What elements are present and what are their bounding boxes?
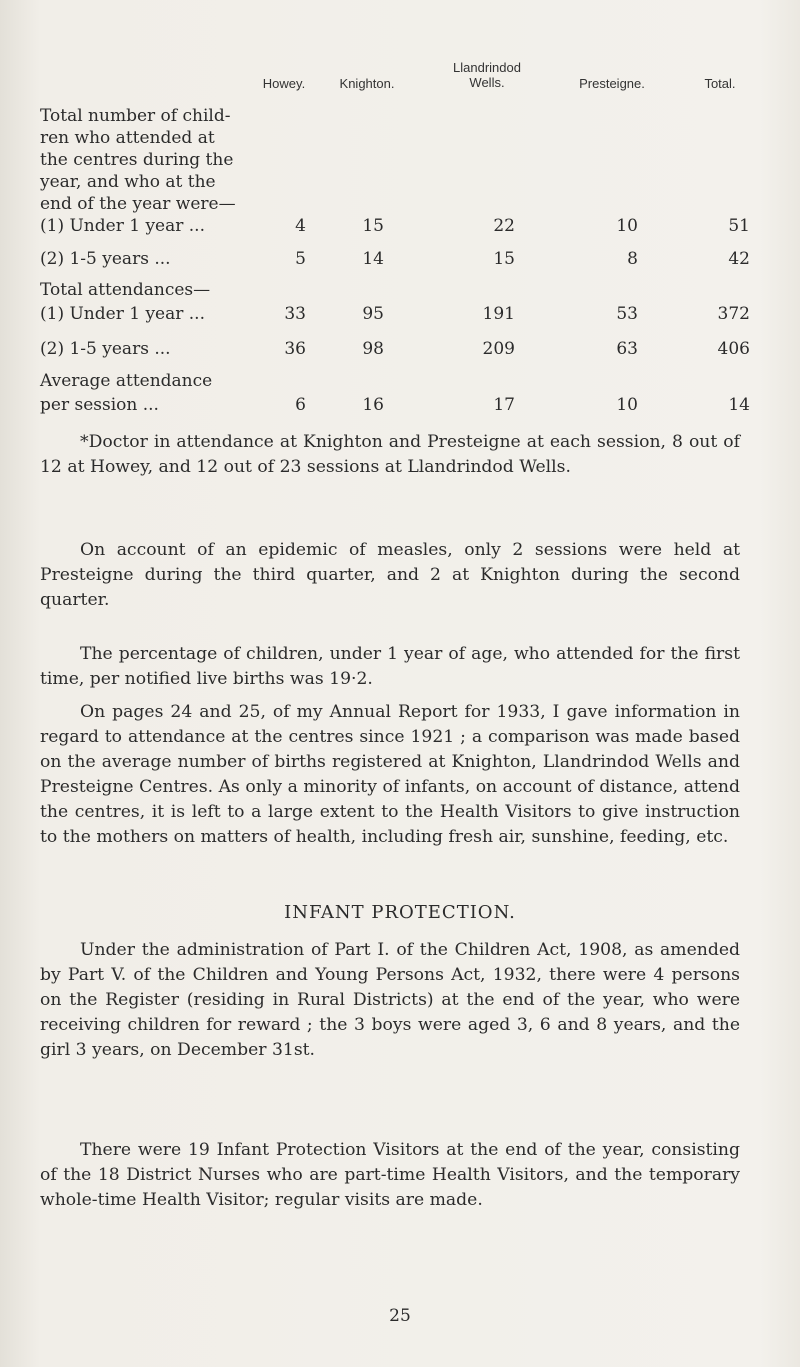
paragraph: The percentage of children, under 1 year of age, who attended for the first time, per notified live births was 19·2. xyxy=(40,644,740,689)
row-label: (2) 1-5 years ... xyxy=(40,339,171,359)
cell-knighton: 14 xyxy=(362,249,384,269)
cell-total: 372 xyxy=(717,304,750,324)
cell-howey: 36 xyxy=(284,339,306,359)
cell-llandrindod: 209 xyxy=(482,339,515,359)
cell-presteigne: 63 xyxy=(616,339,638,359)
cell-total: 51 xyxy=(728,216,750,236)
paragraph: Under the administration of Part I. of the Children Act, 1908, as amended by Part V. of the Children and Young Persons Act, 1932, there were 4 persons on the Register (residing in Rural Districts) at the end of the year, who were receiving children for reward ; the 3 boys were aged 3, 6 and 8 years, and the girl 3 years, on December 31st. xyxy=(40,940,740,1060)
cell-total: 406 xyxy=(717,339,750,359)
cell-llandrindod: 17 xyxy=(493,395,515,415)
cell-presteigne: 53 xyxy=(616,304,638,324)
cell-total: 14 xyxy=(728,395,750,415)
cell-llandrindod: 15 xyxy=(493,249,515,269)
cell-llandrindod: 191 xyxy=(482,304,515,324)
column-header-llandrindod-bottom: Wells. xyxy=(469,75,505,90)
cell-howey: 33 xyxy=(284,304,306,324)
row-label: per session ... xyxy=(40,395,159,415)
cell-knighton: 16 xyxy=(362,395,384,415)
document-page: Howey. Knighton. Llandrindod Wells. Presteigne. Total. Total number of child- ren who attended at the centres during the year, and who at the end of the year were— (1) Under 1 year ... 4 15 22 10 51 (2) 1-5 years ... 5 14 15 8 42 Total attendances— (1) Under 1 year ... 33 95 191 53 372 (2) 1-5 years ... 36 98 209 63 406 Average attendance per session ... 6 16 17 10 14 *Doctor in attendance at Knighton and Presteigne at each session, 8 out of 12 at Howey, and 12 out of 23 sessions at Llandrindod Wells. On account of an epidemic of measles, only 2 sessions were held at Presteigne during the third quarter, and 2 at Knighton during the second quarter. The percentage of children, under 1 year of age, who attended for the first time, per notified live births was 19·2. On pages 24 and 25, of my Annual Report for 1933, I gave information in regard to attendance at the centres since 1921 ; a comparison was made based on the average number of births registered at Knighton, Llandrindod Wells and Presteigne Centres. As only a minority of infants, on account of distance, attend the centres, it is left to a large extent to the Health Visitors to give instruction to the mothers on matters of health, including fresh air, sunshine, feeding, etc. INFANT PROTECTION. Under the administration of Part I. of the Children Act, 1908, as amended by Part V. of the Children and Young Persons Act, 1932, there were 4 persons on the Register (residing in Rural Districts) at the end of the year, who were receiving children for reward ; the 3 boys were aged 3, 6 and 8 years, and the girl 3 years, on December 31st. There were 19 Infant Protection Visitors at the end of the year, consisting of the 18 District Nurses who are part-time Health Visitors, and the temporary whole-time Health Visitor; regular visits are made. 25 xyxy=(0,0,800,1367)
cell-howey: 4 xyxy=(295,216,306,236)
paragraph: On account of an epidemic of measles, only 2 sessions were held at Presteigne during the third quarter, and 2 at Knighton during the second quarter. xyxy=(40,540,740,610)
cell-llandrindod: 22 xyxy=(493,216,515,236)
column-header-presteigne: Presteigne. xyxy=(579,76,645,91)
column-header-total: Total. xyxy=(704,76,736,91)
row-label: (1) Under 1 year ... xyxy=(40,304,205,324)
cell-knighton: 98 xyxy=(362,339,384,359)
cell-presteigne: 10 xyxy=(616,395,638,415)
column-header-knighton: Knighton. xyxy=(339,76,395,91)
paragraph: There were 19 Infant Protection Visitors at the end of the year, consisting of the 18 District Nurses who are part-time Health Visitors, and the temporary whole-time Health Visitor; regular visits are made. xyxy=(40,1140,740,1210)
section-heading: INFANT PROTECTION. xyxy=(284,902,516,923)
page-number: 25 xyxy=(389,1306,411,1326)
column-header-llandrindod-top: Llandrindod xyxy=(453,60,521,75)
cell-knighton: 15 xyxy=(362,216,384,236)
cell-howey: 5 xyxy=(295,249,306,269)
row-label: (2) 1-5 years ... xyxy=(40,249,171,269)
cell-presteigne: 8 xyxy=(627,249,638,269)
row-label: (1) Under 1 year ... xyxy=(40,216,205,236)
cell-howey: 6 xyxy=(295,395,306,415)
cell-total: 42 xyxy=(728,249,750,269)
cell-knighton: 95 xyxy=(362,304,384,324)
column-header-llandrindod-wells xyxy=(432,60,542,90)
paragraph: *Doctor in attendance at Knighton and Presteigne at each session, 8 out of 12 at Howey, and 12 out of 23 sessions at Llandrindod Wells. xyxy=(40,432,740,477)
column-header-howey: Howey. xyxy=(262,76,306,91)
cell-presteigne: 10 xyxy=(616,216,638,236)
paragraph: On pages 24 and 25, of my Annual Report for 1933, I gave information in regard to attendance at the centres since 1921 ; a comparison was made based on the average number of births registered at Knighton, Llandrindod Wells and Presteigne Centres. As only a minority of infants, on account of distance, attend the centres, it is left to a large extent to the Health Visitors to give instruction to the mothers on matters of health, including fresh air, sunshine, feeding, etc. xyxy=(40,702,740,847)
